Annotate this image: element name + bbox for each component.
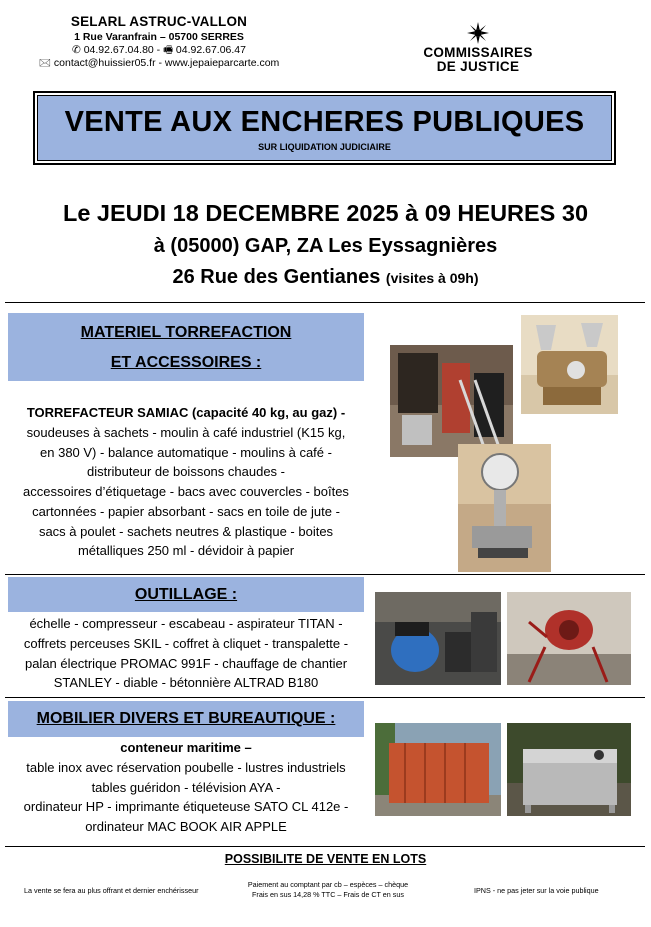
section-body-torrefaction [8,403,364,561]
firm-name: SELARL ASTRUC-VALLON [70,14,248,29]
footer-right: IPNS - ne pas jeter sur la voie publique [474,886,599,895]
photo-container [375,723,501,816]
event-street-line [0,266,651,289]
commissaires-logo [418,22,538,74]
list-item: sacs à poulet - sachets neutres & plastique - boites [38,523,334,539]
section-title-mobilier: MOBILIER DIVERS ET BUREAUTIQUE : [8,701,364,737]
photo-concrete-mixer [507,592,631,685]
logo-line-1: COMMISSAIRES [423,45,533,60]
photo-scale [458,444,551,572]
event-visits: (visites à 09h) [385,270,479,286]
mobilier-lead: conteneur maritime – [120,740,252,755]
list-item: soudeuses à sachets - moulin à café industriel (K15 kg, [26,424,346,440]
photo-tools [375,592,501,685]
event-date: Le JEUDI 18 DECEMBRE 2025 à 09 HEURES 30 [62,200,589,226]
torrefaction-lead: TORREFACTEUR SAMIAC (capacité 40 kg, au gaz) - [26,405,346,420]
list-item: ordinateur MAC BOOK AIR APPLE [85,819,287,834]
list-item: cartonnées - papier absorbant - sacs en toile de jute - [32,503,340,519]
list-item: distributeur de boissons chaudes - [86,464,285,480]
section-body-outillage [8,614,364,693]
photo-steel-table [507,723,631,816]
lots-notice: POSSIBILITE DE VENTE EN LOTS [224,852,427,866]
event-street: 26 Rue des Gentianes [172,266,381,288]
section-title-torrefaction [8,313,364,381]
firm-block [0,14,318,70]
footer-center [228,880,428,899]
logo-line-2: DE JUSTICE [436,59,520,75]
section-title-line: MATERIEL TORREFACTION [80,324,292,341]
firm-contact: 🖂 contact@huissier05.fr - www.jepaieparcarte.com [38,57,280,70]
firm-phones: ✆ 04.92.67.04.80 - 🖷 04.92.67.06.47 [71,44,246,56]
section-body-mobilier [8,738,364,837]
footer-center-line: Paiement au comptant par cb – espèces – chèque [247,880,409,889]
list-item: en 380 V) - balance automatique - moulins à café - [40,444,332,460]
event-place: à (05000) GAP, ZA Les Eyssagnières [153,235,498,257]
list-item: ordinateur HP - imprimante étiqueteuse SATO CL 412e - [23,799,349,815]
list-item: coffrets perceuses SKIL - coffret à cliquet - transpalette - [23,635,349,651]
section-title-line: ET ACCESSOIRES : [110,354,262,371]
banner-title: VENTE AUX ENCHERES PUBLIQUES [64,106,585,138]
divider [5,697,645,698]
photo-roaster [390,345,513,457]
footer-left: La vente se fera au plus offrant et dernier enchérisseur [24,886,199,895]
divider [5,574,645,575]
divider [5,846,645,847]
list-item: échelle - compresseur - escabeau - aspirateur TITAN - [29,616,343,631]
list-item: table inox avec réservation poubelle - lustres industriels [26,759,346,775]
list-item: métalliques 250 ml - dévidoir à papier [77,543,295,559]
list-item: palan électrique PROMAC 991F - chauffage de chantier [24,655,348,671]
star-seal-icon [467,22,489,44]
list-item: accessoires d’étiquetage - bacs avec couvercles - boîtes [23,484,349,499]
list-item: tables guéridon - télévision AYA - [91,779,281,795]
title-banner [33,91,616,165]
list-item: STANLEY - diable - bétonnière ALTRAD B180 [53,675,319,691]
divider [5,302,645,303]
photo-coffee-grinder [521,315,618,414]
banner-subtitle: SUR LIQUIDATION JUDICIAIRE [258,142,391,152]
footer-center-line: Frais en sus 14,28 % TTC – Frais de CT en sus [252,889,404,899]
section-title-outillage: OUTILLAGE : [8,577,364,612]
firm-address: 1 Rue Varanfrain – 05700 SERRES [74,30,244,43]
